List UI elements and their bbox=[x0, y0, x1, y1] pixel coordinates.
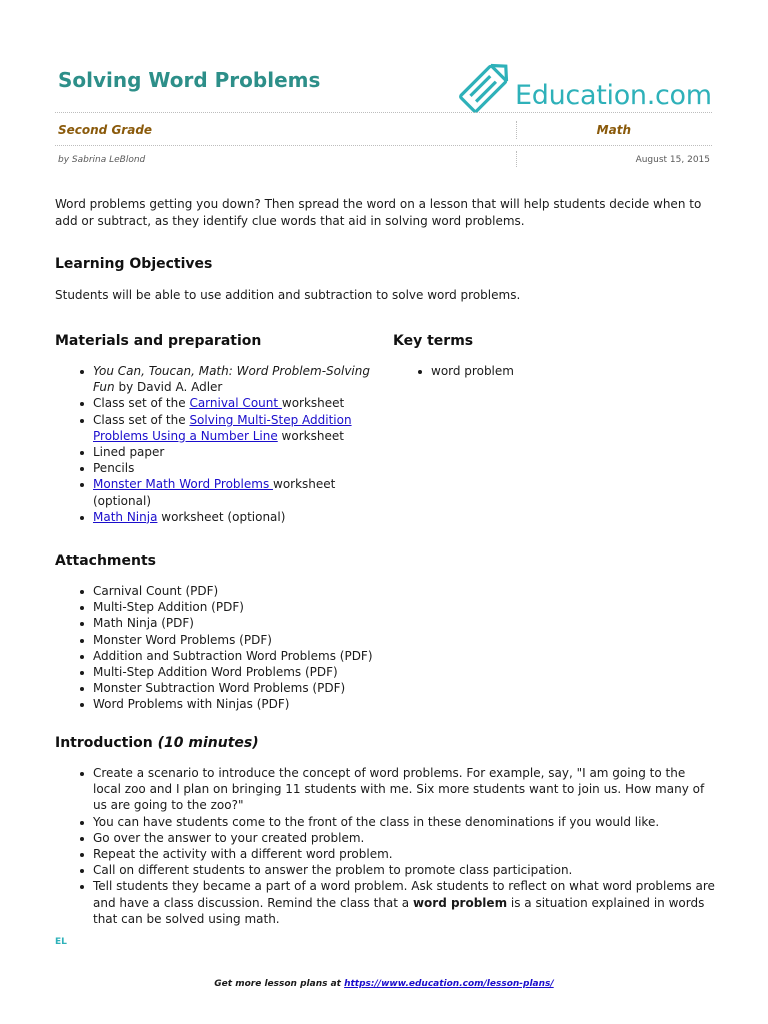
list-item: Class set of the Carnival Count worksheet bbox=[55, 395, 380, 411]
monster-math-link[interactable]: Monster Math Word Problems bbox=[93, 477, 274, 492]
author-label: by Sabrina LeBlond bbox=[58, 155, 146, 165]
attachment-item[interactable]: Monster Word Problems (PDF) bbox=[55, 632, 655, 648]
attachment-item[interactable]: Carnival Count (PDF) bbox=[55, 583, 655, 599]
education-logo[interactable] bbox=[456, 56, 716, 116]
list-item: Call on different students to answer the problem to promote class participation. bbox=[55, 862, 715, 878]
attachment-item[interactable]: Multi-Step Addition (PDF) bbox=[55, 599, 655, 615]
math-ninja-link[interactable]: Math Ninja bbox=[93, 509, 158, 524]
list-item: Repeat the activity with a different word problem. bbox=[55, 846, 715, 862]
list-item: Create a scenario to introduce the concept of word problems. For example, say, "I am going to the local zoo and I plan on bringing 11 students with me. Six more students want to join us. How many of us are going to the zoo?" bbox=[55, 765, 715, 814]
attachments-list bbox=[55, 583, 655, 713]
attachments-heading: Attachments bbox=[55, 553, 157, 569]
attachment-item[interactable]: Addition and Subtraction Word Problems (PDF) bbox=[55, 648, 655, 664]
list-item: Math Ninja worksheet (optional) bbox=[55, 509, 380, 525]
attachment-item[interactable]: Math Ninja (PDF) bbox=[55, 615, 655, 631]
logo-pencil-icon bbox=[456, 56, 516, 116]
list-item: Monster Math Word Problems worksheet (optional) bbox=[55, 476, 380, 508]
logo-text: Education.com bbox=[515, 80, 712, 111]
el-link[interactable]: EL bbox=[55, 937, 67, 947]
attachment-item[interactable]: Word Problems with Ninjas (PDF) bbox=[55, 696, 655, 712]
list-item: Tell students they became a part of a word problem. Ask students to reflect on what word problems are and have a class discussion. Remind the class that a word problem is a situation explained in words that can be solved using math. bbox=[55, 878, 715, 927]
introduction-heading: Introduction (10 minutes) bbox=[55, 735, 259, 751]
key-terms-list bbox=[393, 363, 693, 379]
key-terms-heading: Key terms bbox=[393, 333, 474, 349]
carnival-count-link[interactable]: Carnival Count bbox=[189, 396, 282, 411]
meta-divider bbox=[516, 121, 517, 139]
list-item: Go over the answer to your created problem. bbox=[55, 830, 715, 846]
book-title: You Can, Toucan, Math: Word Problem-Solving Fun bbox=[93, 364, 370, 395]
lesson-plans-link[interactable]: https://www.education.com/lesson-plans/ bbox=[344, 979, 554, 989]
key-term-bold: word problem bbox=[412, 895, 508, 910]
grade-label: Second Grade bbox=[58, 123, 153, 137]
multi-step-addition-link[interactable]: Solving Multi-Step Addition Problems Using a Number Line bbox=[93, 412, 352, 443]
materials-list bbox=[55, 363, 380, 525]
introduction-duration: (10 minutes) bbox=[157, 735, 259, 751]
introduction-list bbox=[55, 765, 715, 927]
date-label: August 15, 2015 bbox=[635, 155, 710, 165]
list-item: Class set of the Solving Multi-Step Addition Problems Using a Number Line worksheet bbox=[55, 412, 380, 444]
list-item: word problem bbox=[393, 363, 693, 379]
footer: Get more lesson plans at https://www.education.com/lesson-plans/ bbox=[214, 979, 554, 989]
list-item: Lined paper bbox=[55, 444, 380, 460]
list-item: You can have students come to the front of the class in these denominations if you would like. bbox=[55, 814, 715, 830]
meta-divider-line bbox=[55, 145, 712, 146]
intro-paragraph: Word problems getting you down? Then spread the word on a lesson that will help students decide when to add or subtract, as they identify clue words that aid in solving word problems. bbox=[55, 197, 702, 228]
list-item: Pencils bbox=[55, 460, 380, 476]
author-divider bbox=[516, 151, 517, 167]
objectives-heading: Learning Objectives bbox=[55, 256, 213, 272]
page-title: Solving Word Problems bbox=[58, 68, 321, 92]
list-item: You Can, Toucan, Math: Word Problem-Solving Fun by David A. Adler bbox=[55, 363, 380, 395]
attachment-item[interactable]: Multi-Step Addition Word Problems (PDF) bbox=[55, 664, 655, 680]
materials-heading: Materials and preparation bbox=[55, 333, 262, 349]
header-divider bbox=[55, 112, 712, 113]
objectives-text: Students will be able to use addition and subtraction to solve word problems. bbox=[55, 288, 521, 302]
subject-label: Math bbox=[596, 123, 631, 137]
attachment-item[interactable]: Monster Subtraction Word Problems (PDF) bbox=[55, 680, 655, 696]
